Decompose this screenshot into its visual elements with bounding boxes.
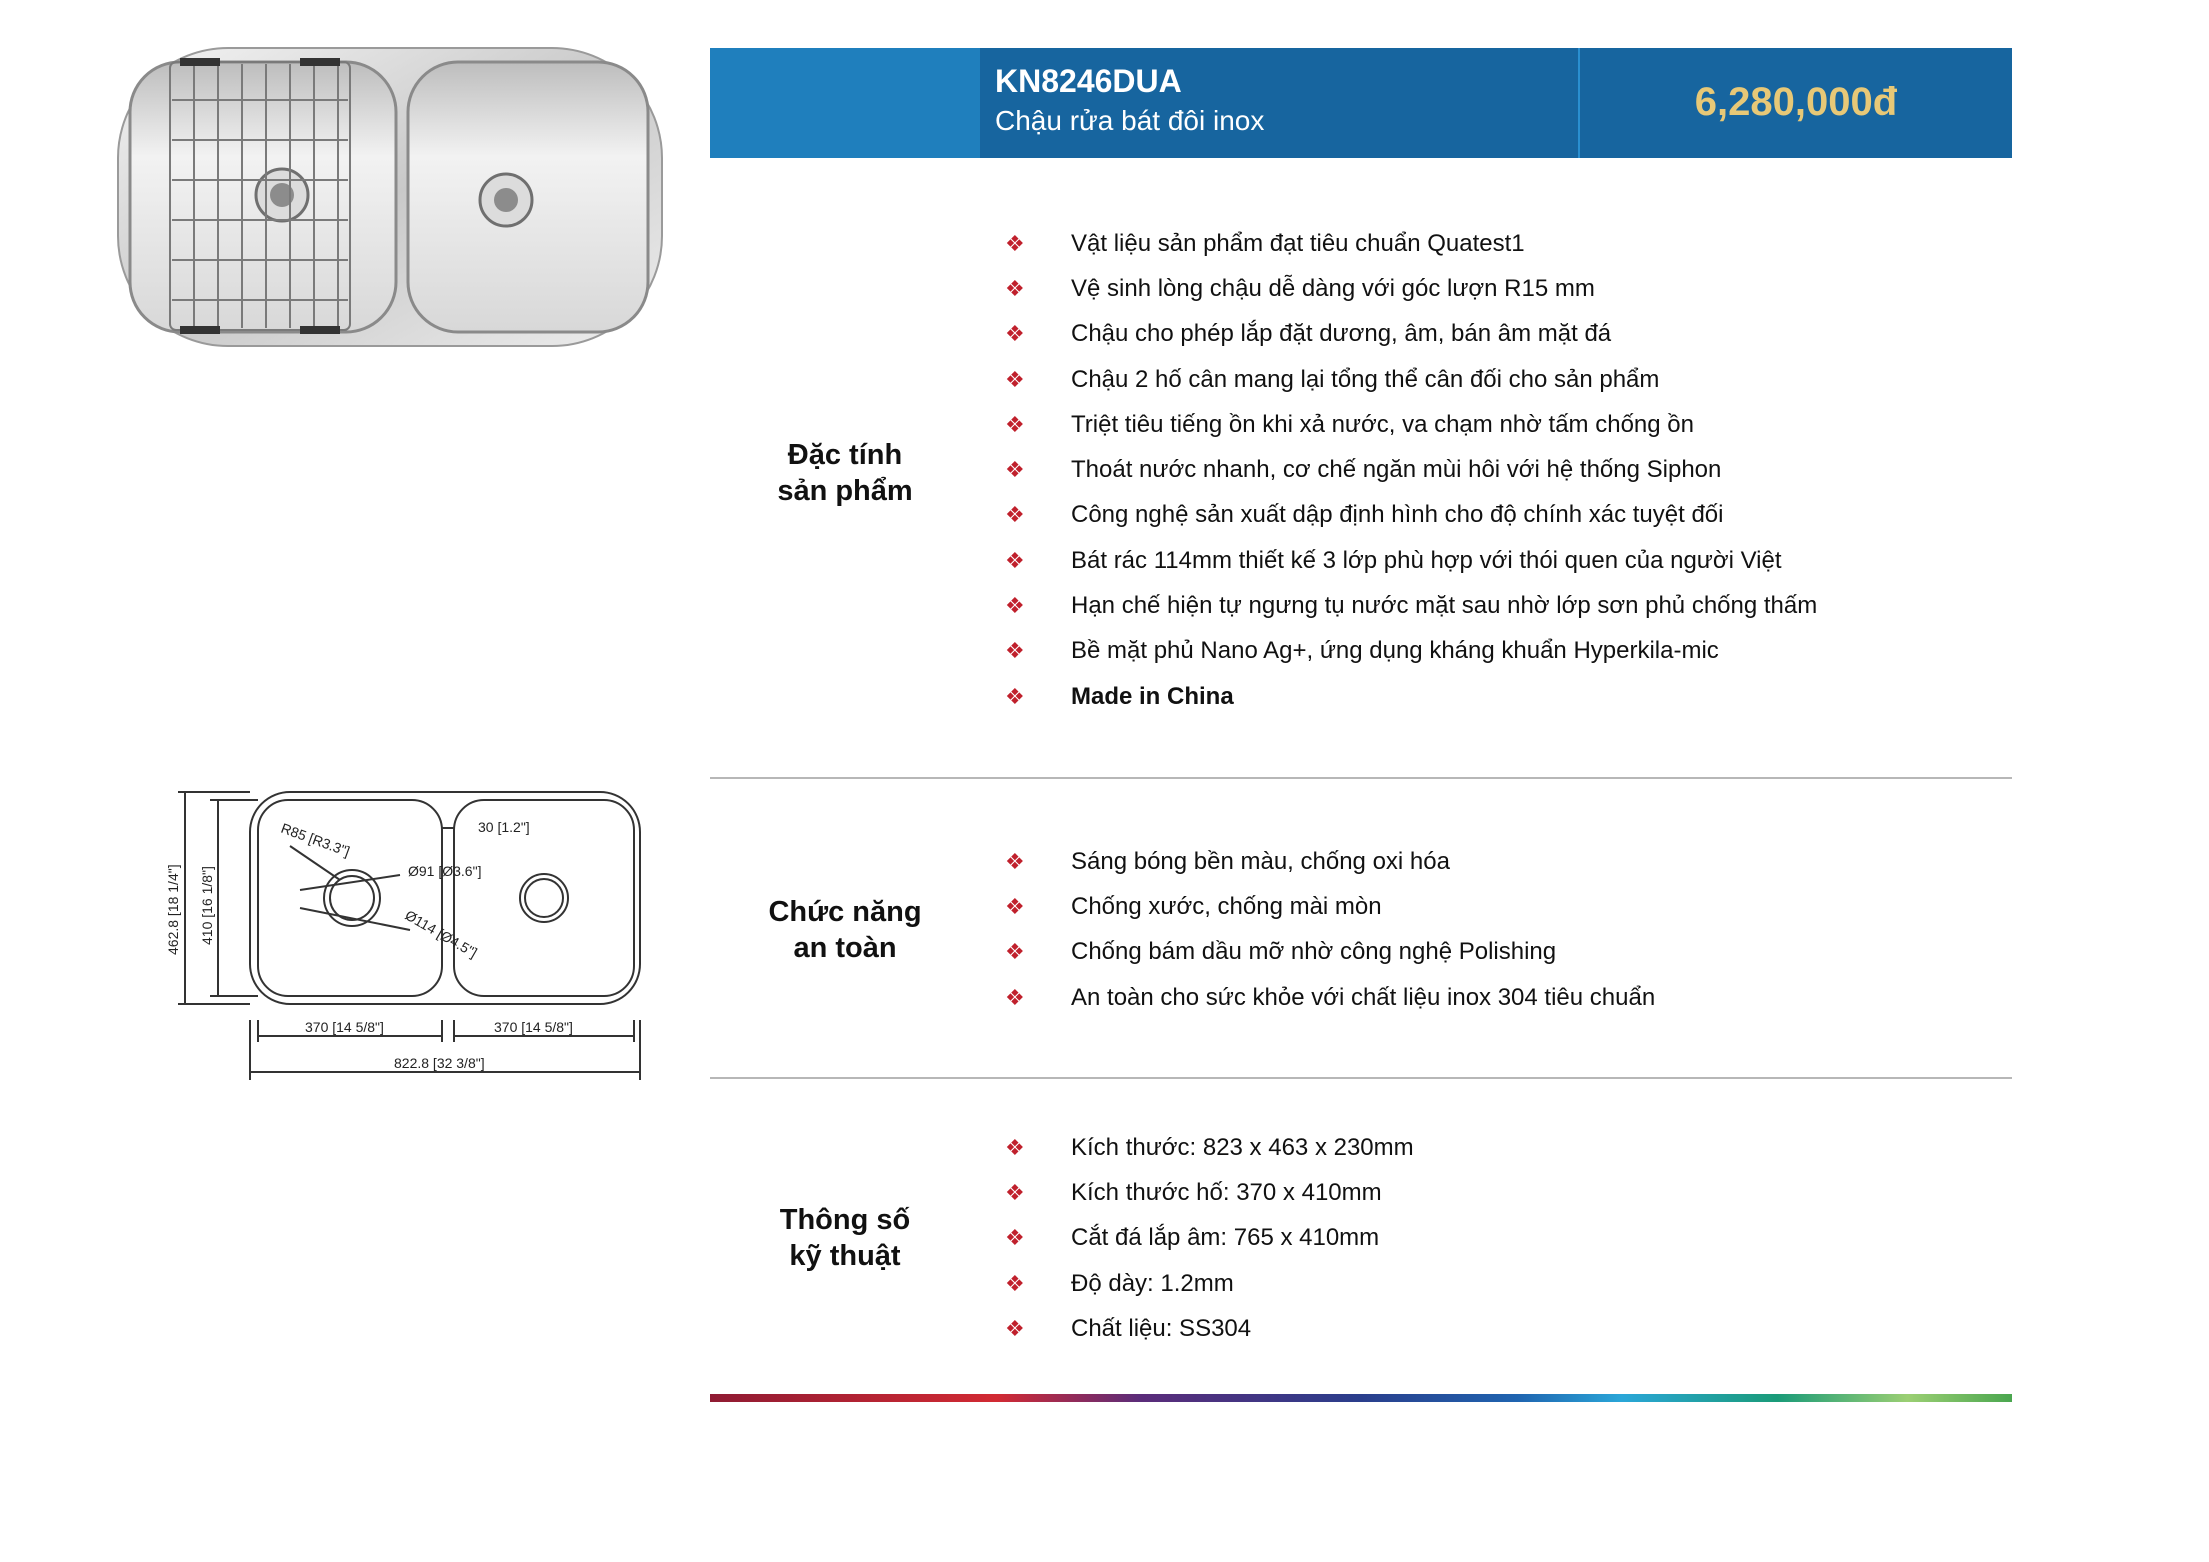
diamond-bullet-icon: ❖: [1005, 230, 1025, 256]
list-item-text: Bát rác 114mm thiết kế 3 lớp phù hợp với thói quen của người Việt: [1071, 546, 1782, 574]
section-title-specs: [710, 1202, 980, 1274]
diamond-bullet-icon: ❖: [1005, 893, 1025, 919]
section-title-line: Chức năng: [768, 896, 922, 928]
list-item-text: Chậu cho phép lắp đặt dương, âm, bán âm mặt đá: [1071, 320, 1612, 348]
list-item-text: Chống xước, chống mài mòn: [1071, 892, 1382, 920]
diamond-bullet-icon: ❖: [1005, 1270, 1025, 1296]
section-title-line: an toàn: [793, 932, 897, 964]
section-title-line: sản phẩm: [777, 475, 913, 507]
safety-list: [1005, 839, 1655, 1020]
list-item: [1005, 930, 1655, 975]
list-item-text: Chậu 2 hố cân mang lại tổng thể cân đối cho sản phẩm: [1071, 365, 1660, 393]
list-item: [1005, 221, 1817, 266]
diamond-bullet-icon: ❖: [1005, 502, 1025, 528]
diamond-bullet-icon: ❖: [1005, 593, 1025, 619]
diamond-bullet-icon: ❖: [1005, 939, 1025, 965]
list-item: [1005, 975, 1655, 1020]
list-item-text: Vệ sinh lòng chậu dễ dàng với góc lượn R15 mm: [1071, 274, 1595, 302]
diamond-bullet-icon: ❖: [1005, 1315, 1025, 1341]
footer-color-bar: [710, 1394, 2012, 1402]
dim-trash-diameter: Ø114 [Ø4.5"]: [402, 906, 480, 961]
section-title-line: Đặc tính: [787, 439, 903, 471]
list-item: [1005, 629, 1817, 674]
dim-right-bowl-width: 370 [14 5/8"]: [494, 1019, 573, 1035]
section-title-features: [710, 437, 980, 509]
list-item: [1005, 357, 1817, 402]
list-item-text: Hạn chế hiện tự ngưng tụ nước mặt sau nhờ lớp sơn phủ chống thấm: [1071, 592, 1818, 620]
list-item: [1005, 538, 1817, 583]
diamond-bullet-icon: ❖: [1005, 321, 1025, 347]
list-item: [1005, 402, 1817, 447]
diamond-bullet-icon: ❖: [1005, 547, 1025, 573]
product-model: KN8246DUA: [995, 63, 1182, 99]
list-item: [1005, 1306, 1414, 1351]
dim-total-width: 822.8 [32 3/8"]: [394, 1055, 485, 1071]
list-item: [1005, 447, 1817, 492]
list-item: [1005, 1261, 1414, 1306]
dim-inner-height: 410 [16 1/8"]: [199, 866, 215, 945]
list-item: [1005, 839, 1655, 884]
section-divider: [710, 777, 2012, 779]
section-title-line: kỹ thuật: [789, 1240, 901, 1272]
list-item-text: Công nghệ sản xuất dập định hình cho độ chính xác tuyệt đối: [1071, 501, 1724, 529]
product-name: Chậu rửa bát đôi inox: [995, 105, 1265, 136]
list-item: [1005, 1170, 1414, 1215]
feature-list: [1005, 221, 1817, 719]
list-item: [1005, 312, 1817, 357]
list-item: [1005, 884, 1655, 929]
list-item-text: Độ dày: 1.2mm: [1071, 1269, 1234, 1297]
header-accent-block: [710, 48, 980, 158]
diamond-bullet-icon: ❖: [1005, 848, 1025, 874]
dim-outer-height: 462.8 [18 1/4"]: [165, 864, 181, 955]
technical-drawing: [160, 780, 660, 1090]
dim-drain-diameter: Ø91 [Ø3.6"]: [408, 863, 482, 879]
diamond-bullet-icon: ❖: [1005, 1134, 1025, 1160]
diamond-bullet-icon: ❖: [1005, 1225, 1025, 1251]
diamond-bullet-icon: ❖: [1005, 984, 1025, 1010]
list-item-text: Thoát nước nhanh, cơ chế ngăn mùi hôi với hệ thống Siphon: [1071, 456, 1722, 484]
diamond-bullet-icon: ❖: [1005, 411, 1025, 437]
list-item: [1005, 1216, 1414, 1261]
diamond-bullet-icon: ❖: [1005, 366, 1025, 392]
list-item: [1005, 1125, 1414, 1170]
diamond-bullet-icon: ❖: [1005, 1179, 1025, 1205]
product-photo: [110, 40, 670, 360]
list-item-text: Chất liệu: SS304: [1071, 1314, 1252, 1342]
list-item-text: Sáng bóng bền màu, chống oxi hóa: [1071, 847, 1450, 875]
list-item: [1005, 674, 1817, 719]
diamond-bullet-icon: ❖: [1005, 457, 1025, 483]
diamond-bullet-icon: ❖: [1005, 638, 1025, 664]
list-item-text: Bề mặt phủ Nano Ag+, ứng dụng kháng khuẩn Hyperkila-mic: [1071, 637, 1719, 665]
specs-list: [1005, 1125, 1414, 1351]
list-item: [1005, 583, 1817, 628]
diamond-bullet-icon: ❖: [1005, 683, 1025, 709]
list-item-text: Triệt tiêu tiếng ồn khi xả nước, va chạm nhờ tấm chống ồn: [1071, 410, 1694, 438]
product-header: [710, 48, 2012, 158]
header-price-block: [1578, 48, 2012, 158]
list-item-text: Cắt đá lắp âm: 765 x 410mm: [1071, 1224, 1380, 1252]
product-price: 6,280,000đ: [1694, 80, 1898, 124]
dim-gap: 30 [1.2"]: [478, 819, 530, 835]
list-item: [1005, 493, 1817, 538]
section-title-line: Thông số: [779, 1204, 911, 1236]
list-item-text: An toàn cho sức khỏe với chất liệu inox 304 tiêu chuẩn: [1071, 983, 1656, 1011]
section-title-safety: [710, 894, 980, 966]
list-item: [1005, 266, 1817, 311]
dim-radius: R85 [R3.3"]: [278, 819, 353, 860]
list-item-text: Kích thước: 823 x 463 x 230mm: [1071, 1133, 1414, 1161]
list-item-text: Made in China: [1071, 682, 1234, 710]
section-divider: [710, 1077, 2012, 1079]
list-item-text: Chống bám dầu mỡ nhờ công nghệ Polishing: [1071, 938, 1557, 966]
list-item-text: Kích thước hố: 370 x 410mm: [1071, 1178, 1382, 1206]
diamond-bullet-icon: ❖: [1005, 275, 1025, 301]
list-item-text: Vật liệu sản phẩm đạt tiêu chuẩn Quatest1: [1071, 229, 1525, 257]
dim-left-bowl-width: 370 [14 5/8"]: [305, 1019, 384, 1035]
